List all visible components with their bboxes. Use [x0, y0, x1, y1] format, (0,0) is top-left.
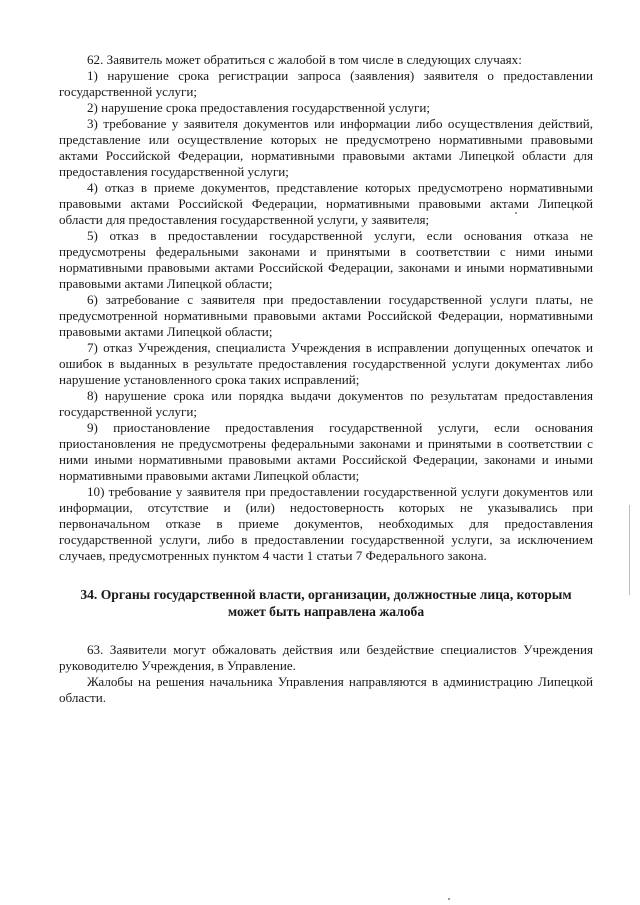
- paragraph-63: 63. Заявители могут обжаловать действия или бездействие специалистов Учреждения руководителю Учреждения, в Управление.: [59, 642, 593, 673]
- list-item-3: 3) требование у заявителя документов или информации либо осуществления действий, представление или осуществление которых не предусмотрено нормативными правовыми актами Российской Федерации, нормативными правовыми актами Липецкой области для предоставления государственной услуги;: [59, 116, 593, 179]
- list-item-4: 4) отказ в приеме документов, представление которых предусмотрено нормативными правовыми актами Российской Федерации, нормативными правовыми актами Липецкой области для предоставления государственной услуги, у заявителя;: [59, 180, 593, 227]
- list-item-9: 9) приостановление предоставления государственной услуги, если основания приостановления не предусмотрены федеральными законами и принятыми в соответствии с ними иными нормативными правовыми актами Российской Федерации, законами и иными нормативными правовыми актами Липецкой области;: [59, 420, 593, 483]
- list-item-2: 2) нарушение срока предоставления государственной услуги;: [87, 100, 431, 115]
- list-item-1: 1) нарушение срока регистрации запроса (заявления) заявителя о предоставлении государственной услуги;: [59, 68, 593, 99]
- paragraph-63-complaints: Жалобы на решения начальника Управления направляются в администрацию Липецкой области.: [59, 674, 593, 705]
- list-item-7: 7) отказ Учреждения, специалиста Учреждения в исправлении допущенных опечаток и ошибок в выданных в результате предоставления государственной услуги документах либо нарушение установленного срока таких исправлений;: [59, 340, 593, 387]
- scan-speck: [515, 212, 517, 214]
- scan-edge-line: [629, 505, 630, 595]
- paragraph-62-intro: 62. Заявитель может обратиться с жалобой в том числе в следующих случаях:: [87, 52, 522, 67]
- section-heading-34: 34. Органы государственной власти, организации, должностные лица, которым может быть направлена жалоба: [80, 587, 572, 619]
- list-item-6: 6) затребование с заявителя при предоставлении государственной услуги платы, не предусмотренной нормативными правовыми актами Российской Федерации, нормативными правовыми актами Липецкой области;: [59, 292, 593, 339]
- scan-speck: [448, 898, 450, 900]
- list-item-10: 10) требование у заявителя при предоставлении государственной услуги документов или информации, отсутствие и (или) недостоверность которых не указывались при первоначальном отказе в приеме документов, необходимых для предоставления государственной услуги, либо в предоставлении государственной услуги, за исключением случаев, предусмотренных пунктом 4 части 1 статьи 7 Федерального закона.: [59, 484, 593, 563]
- list-item-8: 8) нарушение срока или порядка выдачи документов по результатам предоставления государственной услуги;: [59, 388, 593, 419]
- document-body: [59, 52, 593, 706]
- list-item-5: 5) отказ в предоставлении государственной услуги, если основания отказа не предусмотрены федеральными законами и принятыми в соответствии с ними иными нормативными правовыми актами Российской Федерации, законами и иными нормативными правовыми актами Липецкой области;: [59, 228, 593, 291]
